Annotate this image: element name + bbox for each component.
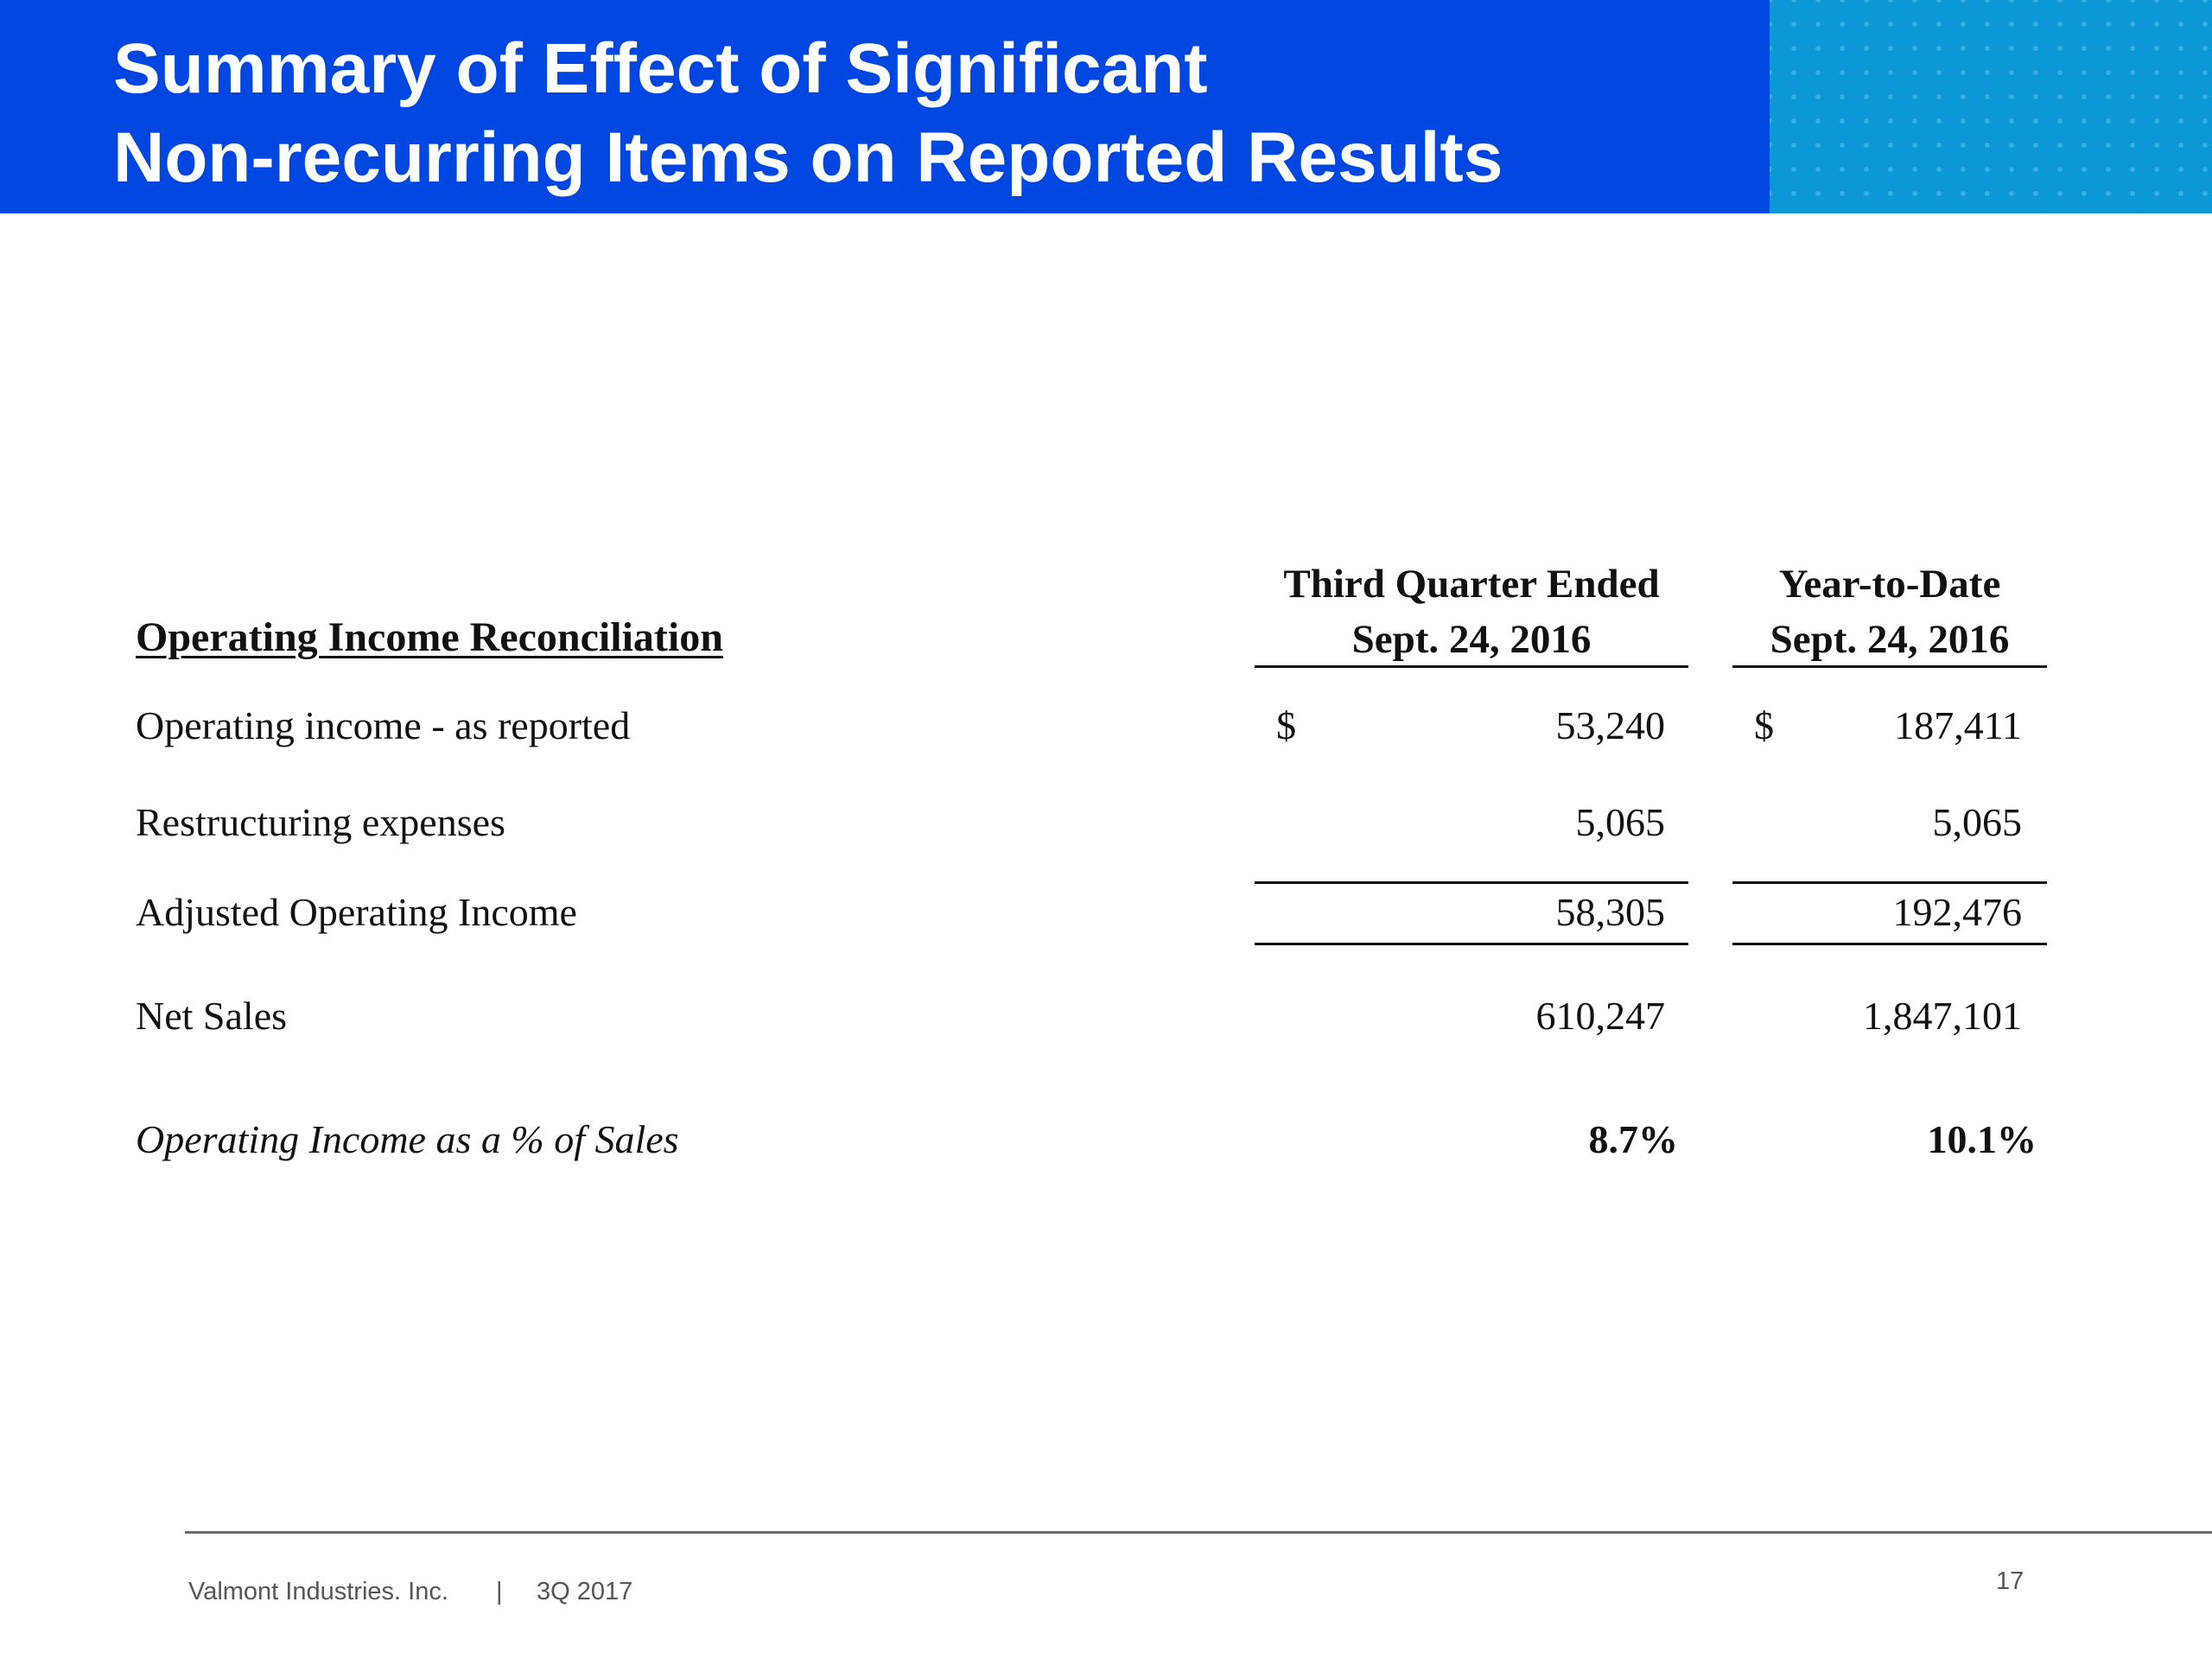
cell-value: 5,065 [1932, 800, 2022, 844]
header-dot-pattern [1770, 0, 2212, 213]
slide-title-line-1: Summary of Effect of Significant [113, 29, 1208, 108]
cell-value: 10.1% [1927, 1117, 2037, 1161]
section-heading: Operating Income Reconciliation [136, 614, 723, 660]
cell-value: 53,240 [1555, 703, 1665, 747]
cell-value: 58,305 [1555, 890, 1665, 934]
total-rule [1255, 943, 1688, 945]
subtotal-rule [1732, 881, 2047, 884]
cell-value: 187,411 [1894, 703, 2022, 747]
column-header-rule [1732, 665, 2047, 668]
row-label: Restructuring expenses [136, 800, 505, 844]
currency-symbol: $ [1754, 703, 1774, 747]
row-label: Adjusted Operating Income [136, 890, 577, 934]
column-header-rule [1255, 665, 1688, 668]
subtotal-rule [1255, 881, 1688, 884]
row-label: Operating income - as reported [136, 703, 631, 747]
cell-value: 610,247 [1535, 994, 1665, 1038]
currency-symbol: $ [1276, 703, 1296, 747]
column-header-line-1: Year-to-Date [1778, 562, 2001, 607]
cell-value: 192,476 [1892, 890, 2022, 934]
row-label: Net Sales [136, 994, 288, 1038]
page-number: 17 [1996, 1567, 2024, 1595]
column-header-line-2: Sept. 24, 2016 [1770, 617, 2010, 662]
total-rule [1732, 943, 2047, 945]
column-header-year-to-date [1732, 556, 2047, 667]
column-header-third-quarter [1255, 556, 1688, 667]
footer-rule [185, 1531, 2212, 1534]
footer-period: 3Q 2017 [537, 1578, 633, 1605]
footer-company: Valmont Industries. Inc. [188, 1578, 448, 1605]
slide-title-line-2: Non-recurring Items on Reported Results [113, 118, 1503, 197]
cell-value: 1,847,101 [1863, 994, 2022, 1038]
column-header-line-2: Sept. 24, 2016 [1351, 617, 1592, 662]
column-header-line-1: Third Quarter Ended [1283, 562, 1660, 607]
footer-separator: | [496, 1578, 503, 1605]
row-label: Operating Income as a % of Sales [136, 1117, 679, 1161]
cell-value: 5,065 [1575, 800, 1665, 844]
slide-title [113, 24, 1738, 202]
cell-value: 8.7% [1588, 1117, 1678, 1161]
